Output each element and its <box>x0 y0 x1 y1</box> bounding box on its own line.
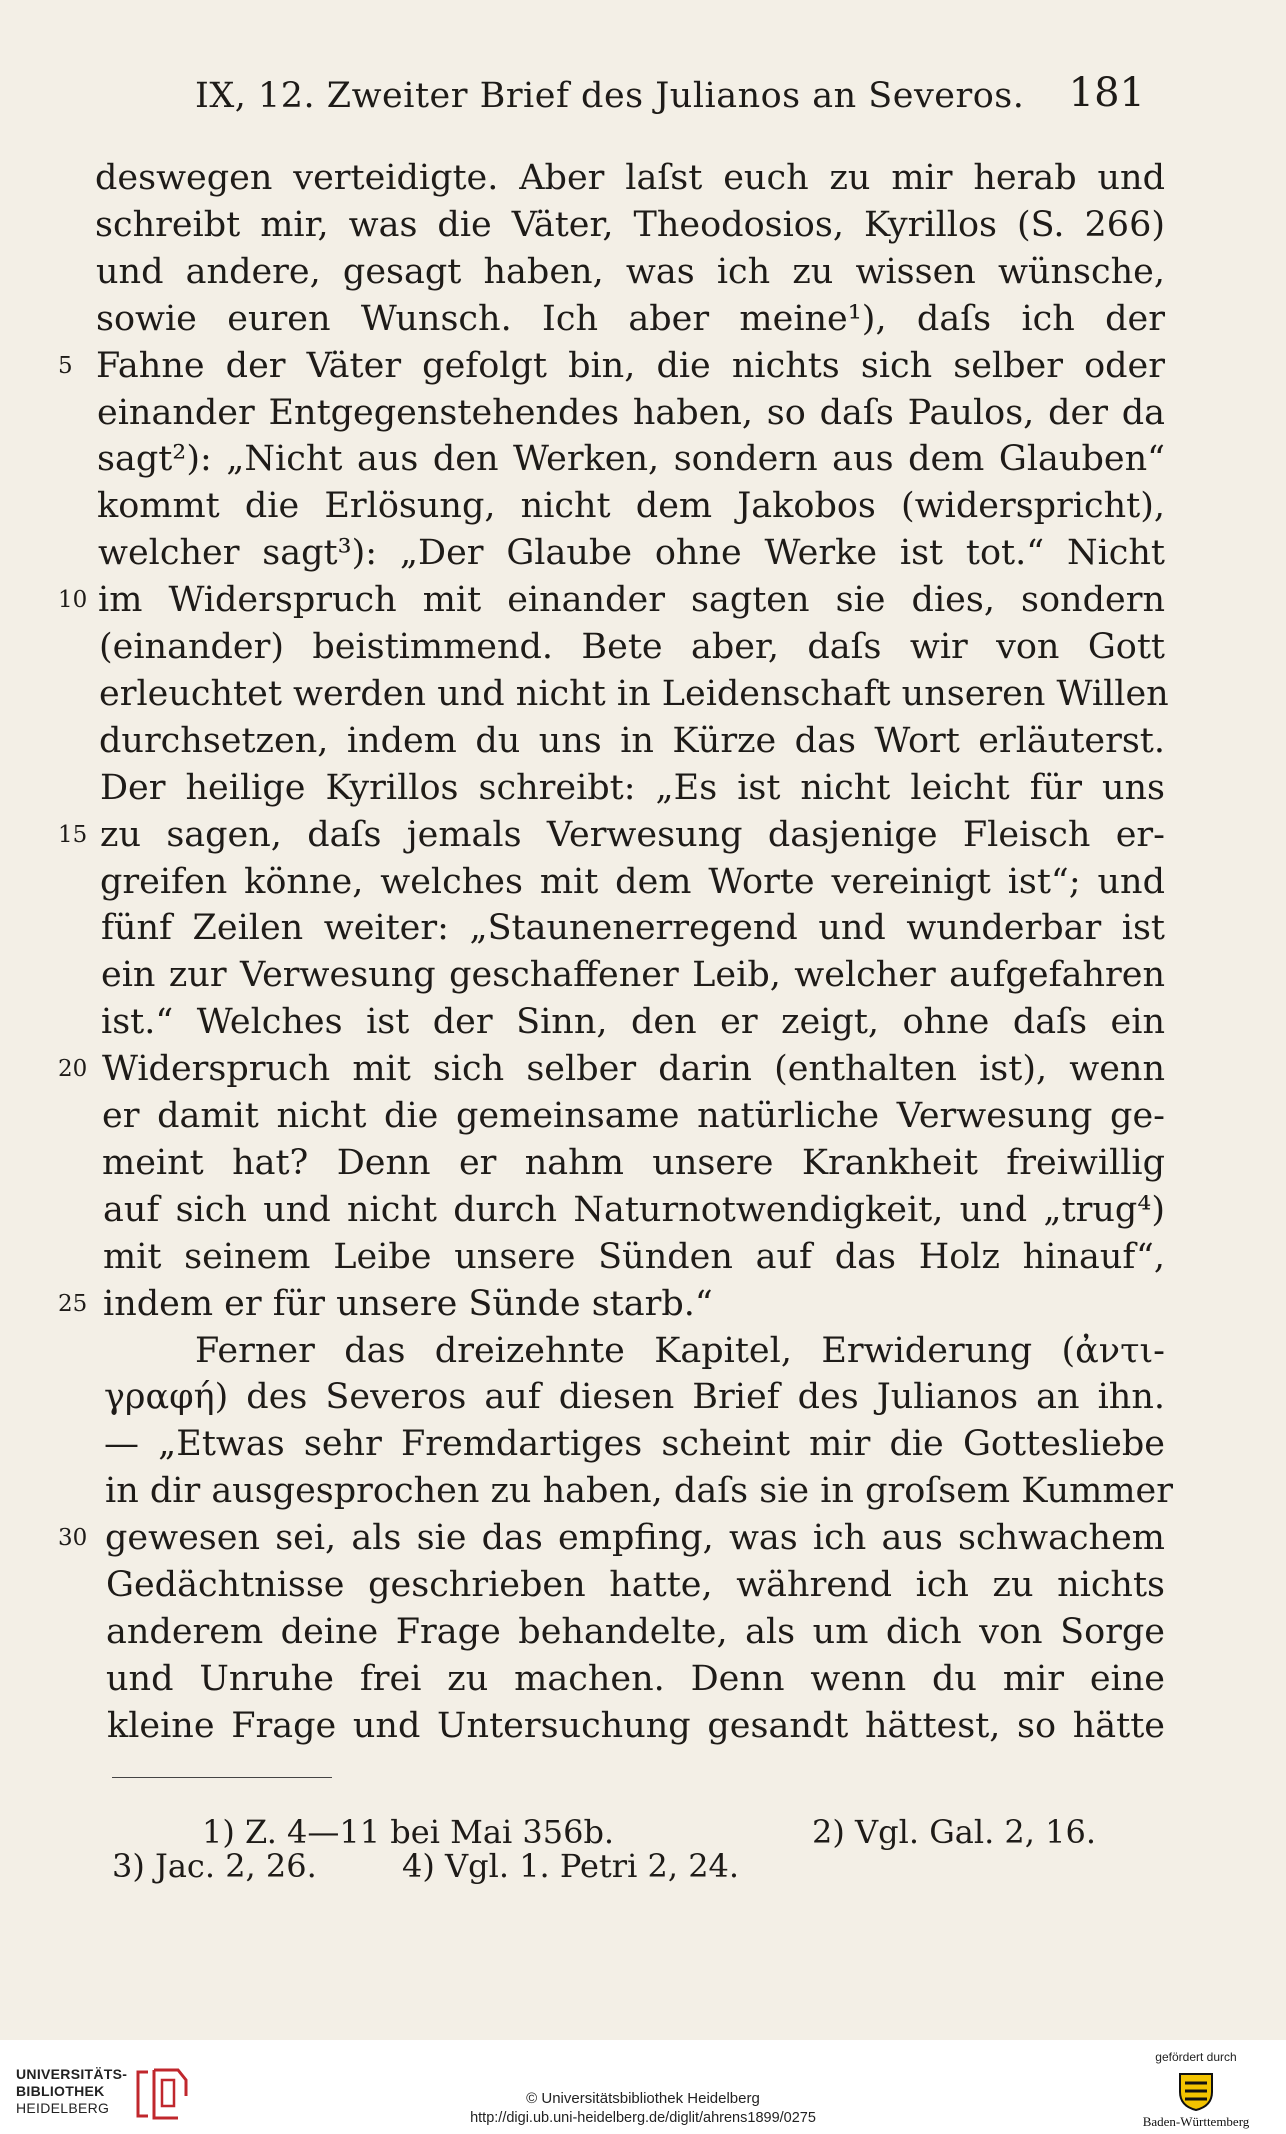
footnote-3: 3) Jac. 2, 26. <box>112 1847 317 1885</box>
page-number: 181 <box>1068 70 1145 116</box>
text-line: anderem deine Frage behandelte, als um dich von Sorge <box>106 1612 1165 1652</box>
text-line: fünf Zeilen weiter: „Staunenerregend und wunderbar ist <box>101 908 1165 948</box>
copyright-notice: © Universitätsbibliothek Heidelberg <box>526 2090 760 2107</box>
text-line: in dir ausgesprochen zu haben, daſs sie in groſsem Kummer <box>105 1471 1173 1511</box>
text-line: greifen könne, welches mit dem Worte vereinigt ist“; und <box>100 862 1165 902</box>
line-number: 25 <box>58 1291 88 1317</box>
text-line: mit seinem Leibe unsere Sünden auf das Holz hinauf“, <box>103 1237 1165 1277</box>
sponsor-block <box>1126 2044 1266 2134</box>
text-line: kommt die Erlösung, nicht dem Jakobos (widerspricht), <box>97 486 1165 526</box>
text-line: schreibt mir, was die Väter, Theodosios, Kyrillos (S. 266) <box>95 205 1165 245</box>
text-line: (einander) beistimmend. Bete aber, daſs wir von Gott <box>99 627 1165 667</box>
state-coat-of-arms-icon <box>1176 2070 1216 2112</box>
digitization-footer <box>0 2040 1286 2134</box>
text-line: sagt²): „Nicht aus den Werken, sondern aus dem Glauben“ <box>97 439 1165 479</box>
text-line: zu sagen, daſs jemals Verwesung dasjenige Fleisch er- <box>100 815 1165 855</box>
library-name-line3: HEIDELBERG <box>16 2100 110 2116</box>
line-number: 15 <box>58 822 88 848</box>
library-name-line2: BIBLIOTHEK <box>16 2083 105 2099</box>
text-line: im Widerspruch mit einander sagten sie dies, sondern <box>98 580 1165 620</box>
text-line: sowie euren Wunsch. Ich aber meine¹), daſs ich der <box>96 299 1165 339</box>
line-number: 5 <box>58 353 73 379</box>
text-line: und andere, gesagt haben, was ich zu wissen wünsche, <box>96 252 1165 292</box>
text-line: erleuchtet werden und nicht in Leidenschaft unseren Willen <box>99 674 1169 714</box>
text-line: auf sich und nicht durch Naturnotwendigkeit, und „trug⁴) <box>103 1190 1165 1230</box>
footnote-4: 4) Vgl. 1. Petri 2, 24. <box>402 1847 740 1885</box>
text-line: ist.“ Welches ist der Sinn, den er zeigt, ohne daſs ein <box>101 1002 1165 1042</box>
text-line: er damit nicht die gemeinsame natürliche Verwesung ge- <box>102 1096 1165 1136</box>
text-line: Widerspruch mit sich selber darin (enthalten ist), wenn <box>102 1049 1165 1089</box>
footnote-1: 1) Z. 4—11 bei Mai 356b. <box>202 1813 615 1851</box>
text-line: ein zur Verwesung geschaffener Leib, welcher aufgefahren <box>101 955 1165 995</box>
line-number: 10 <box>58 587 88 613</box>
text-line: Ferner das dreizehnte Kapitel, Erwiderung (ἀντι- <box>195 1331 1165 1371</box>
text-line: durchsetzen, indem du uns in Kürze das Wort erläuterst. <box>99 721 1165 761</box>
text-line: γραφή) des Severos auf diesen Brief des Julianos an ihn. <box>104 1377 1165 1417</box>
text-line: welcher sagt³): „Der Glaube ohne Werke ist tot.“ Nicht <box>98 533 1165 573</box>
line-number: 20 <box>58 1056 88 1082</box>
library-name-line1: UNIVERSITÄTS- <box>16 2066 128 2082</box>
text-line: meint hat? Denn er nahm unsere Krankheit freiwillig <box>102 1143 1165 1183</box>
text-line: Der heilige Kyrillos schreibt: „Es ist nicht leicht für uns <box>100 768 1165 808</box>
running-header <box>195 70 1145 120</box>
sponsor-label: gefördert durch <box>1155 2050 1237 2064</box>
text-line: deswegen verteidigte. Aber laſst euch zu mir herab und <box>95 158 1165 198</box>
text-line: Fahne der Väter gefolgt bin, die nichts sich selber oder <box>96 346 1165 386</box>
text-line: gewesen sei, als sie das empfing, was ich aus schwachem <box>105 1518 1165 1558</box>
running-head-title: IX, 12. Zweiter Brief des Julianos an Severos. <box>195 76 1025 116</box>
footnote-divider <box>112 1777 332 1778</box>
text-line: kleine Frage und Untersuchung gesandt hättest, so hätte <box>107 1706 1165 1746</box>
footnote-2: 2) Vgl. Gal. 2, 16. <box>812 1813 1096 1851</box>
text-line: indem er für unsere Sünde starb.“ <box>103 1284 713 1324</box>
text-line: Gedächtnisse geschrieben hatte, während ich zu nichts <box>106 1565 1165 1605</box>
footnote-line <box>112 1844 1172 1888</box>
text-line: einander Entgegenstehendes haben, so daſs Paulos, der da <box>97 393 1165 433</box>
text-line: und Unruhe frei zu machen. Denn wenn du mir eine <box>106 1659 1165 1699</box>
line-number: 30 <box>58 1525 88 1551</box>
sponsor-name: Baden-Württemberg <box>1142 2114 1250 2129</box>
text-line: — „Etwas sehr Fremdartiges scheint mir die Gottesliebe <box>104 1424 1165 1464</box>
permalink-url[interactable]: http://digi.ub.uni-heidelberg.de/diglit/ahrens1899/0275 <box>470 2110 816 2126</box>
